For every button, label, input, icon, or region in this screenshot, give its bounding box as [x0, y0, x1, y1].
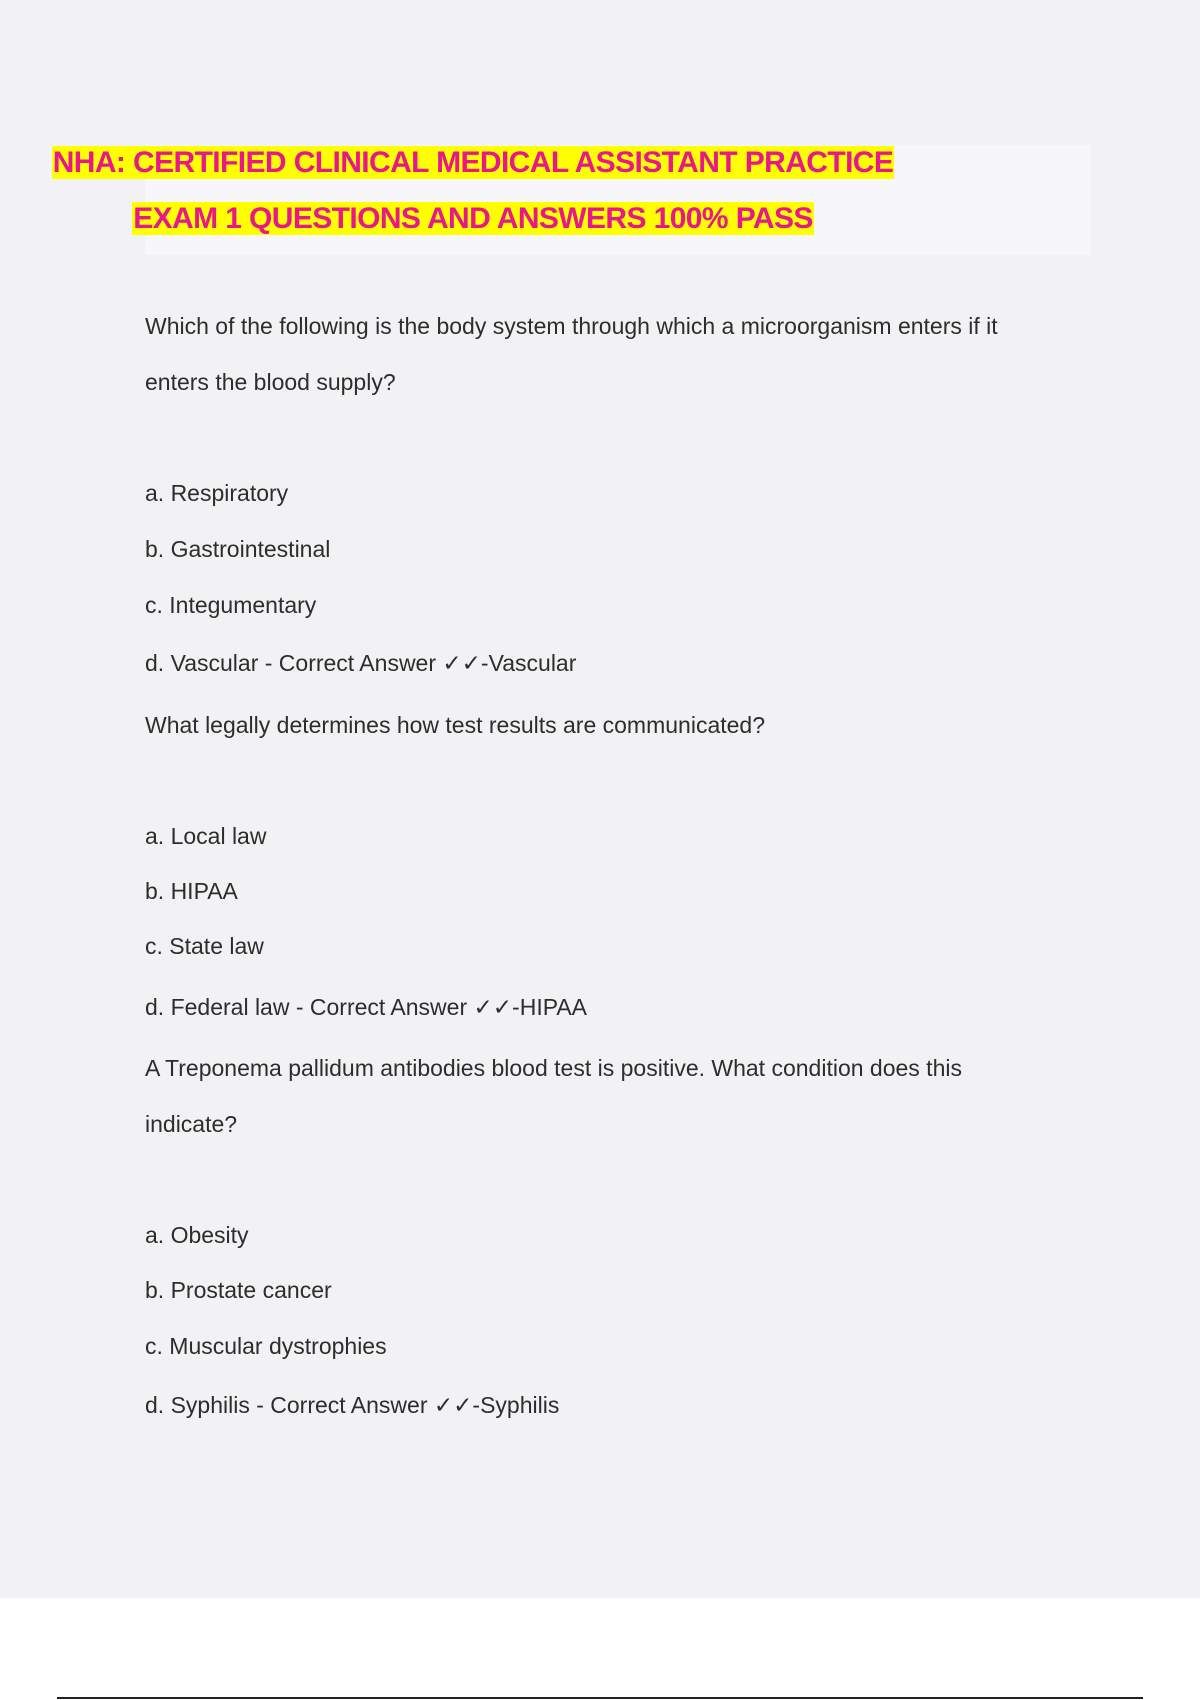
question-3-option-b: b. Prostate cancer [145, 1277, 332, 1303]
footer-divider [57, 1697, 1143, 1699]
question-2-option-a: a. Local law [145, 823, 267, 849]
question-1-option-c: c. Integumentary [145, 592, 317, 618]
question-2-option-c: c. State law [145, 933, 264, 959]
title-text-1: NHA: CERTIFIED CLINICAL MEDICAL ASSISTANT PRACTICE [52, 146, 894, 179]
question-3-option-a: a. Obesity [145, 1222, 249, 1248]
document-title-line-1 [0, 145, 946, 181]
question-1-option-d-answer: d. Vascular - Correct Answer ✓✓-Vascular [145, 650, 577, 676]
document-title-line-2 [0, 201, 946, 237]
question-3-option-d-answer: d. Syphilis - Correct Answer ✓✓-Syphilis [145, 1392, 560, 1418]
question-2-stem-line-1: What legally determines how test results are communicated? [145, 712, 766, 738]
question-2-option-b: b. HIPAA [145, 878, 238, 904]
question-1-option-b: b. Gastrointestinal [145, 536, 331, 562]
question-3-stem-line-2: indicate? [145, 1111, 238, 1137]
question-2-option-d-answer: d. Federal law - Correct Answer ✓✓-HIPAA [145, 994, 588, 1020]
question-3-option-c: c. Muscular dystrophies [145, 1333, 387, 1359]
question-1-option-a: a. Respiratory [145, 480, 289, 506]
title-text-2: EXAM 1 QUESTIONS AND ANSWERS 100% PASS [133, 202, 813, 235]
question-3-stem-line-1: A Treponema pallidum antibodies blood test is positive. What condition does this [145, 1055, 962, 1081]
question-1-stem-line-1: Which of the following is the body system through which a microorganism enters if it [145, 313, 998, 339]
question-1-stem-line-2: enters the blood supply? [145, 369, 396, 395]
